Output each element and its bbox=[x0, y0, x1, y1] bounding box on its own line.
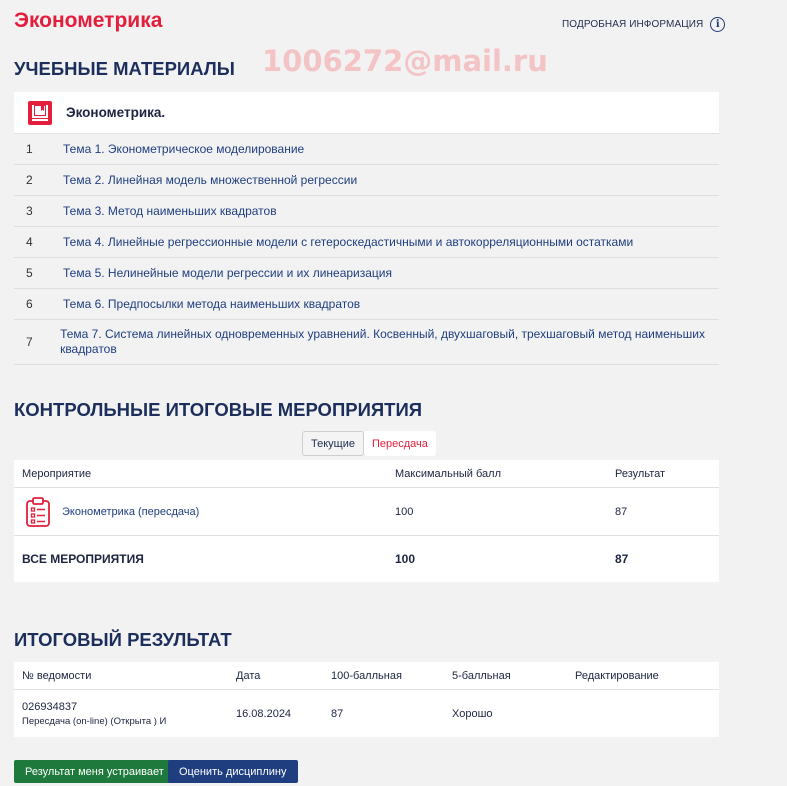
course-name: Эконометрика. bbox=[66, 105, 166, 120]
topic-number: 6 bbox=[26, 297, 33, 311]
result-date: 16.08.2024 bbox=[236, 707, 292, 720]
events-table-header bbox=[14, 460, 719, 488]
event-max-score: 100 bbox=[395, 505, 414, 518]
topic-row bbox=[14, 196, 719, 227]
topic-number: 3 bbox=[26, 204, 33, 218]
topic-number: 4 bbox=[26, 235, 33, 249]
total-label: ВСЕ МЕРОПРИЯТИЯ bbox=[22, 552, 144, 566]
tab-current[interactable]: Текущие bbox=[302, 431, 364, 456]
sheet-number: 026934837 bbox=[22, 700, 78, 713]
topic-number: 5 bbox=[26, 266, 33, 280]
info-icon[interactable]: i bbox=[710, 17, 725, 32]
column-result: Результат bbox=[615, 467, 666, 480]
topic-link[interactable]: Тема 6. Предпосылки метода наименьших квадратов bbox=[63, 296, 361, 311]
topic-number: 1 bbox=[26, 142, 33, 156]
event-link[interactable]: Эконометрика (пересдача) bbox=[62, 505, 200, 518]
event-result: 87 bbox=[615, 505, 628, 518]
materials-header bbox=[14, 92, 719, 134]
accept-result-button[interactable]: Результат меня устраивает bbox=[14, 760, 175, 783]
watermark-email: 1006272@mail.ru bbox=[262, 44, 548, 78]
sheet-cell bbox=[14, 701, 236, 727]
events-total-row bbox=[14, 536, 719, 582]
topic-link[interactable]: Тема 1. Эконометрическое моделирование bbox=[63, 141, 305, 156]
topic-number: 7 bbox=[26, 335, 33, 349]
topic-link[interactable]: Тема 2. Линейная модель множественной регрессии bbox=[63, 172, 358, 187]
topic-link[interactable]: Тема 4. Линейные регрессионные модели с гетероскедастичными и автокорреляционными остатками bbox=[63, 234, 634, 249]
materials-list bbox=[14, 92, 719, 365]
info-link-label[interactable]: ПОДРОБНАЯ ИНФОРМАЦИЯ bbox=[562, 19, 704, 30]
clipboard-icon bbox=[24, 496, 52, 528]
rate-discipline-button[interactable]: Оценить дисциплину bbox=[168, 760, 298, 783]
column-event: Мероприятие bbox=[22, 467, 92, 480]
event-cell bbox=[14, 496, 395, 528]
table-row bbox=[14, 488, 719, 536]
column-score100: 100-балльная bbox=[331, 669, 402, 682]
final-table-header bbox=[14, 662, 719, 690]
table-row bbox=[14, 690, 719, 737]
sheet-description: Пересдача (on-line) (Открыта ) И bbox=[22, 715, 167, 727]
events-section-title: КОНТРОЛЬНЫЕ ИТОГОВЫЕ МЕРОПРИЯТИЯ bbox=[14, 399, 423, 420]
final-result-table bbox=[14, 662, 719, 737]
column-score5: 5-балльная bbox=[452, 669, 511, 682]
events-table bbox=[14, 460, 719, 582]
events-tabs bbox=[302, 431, 436, 456]
column-date: Дата bbox=[236, 669, 261, 682]
result-score5: Хорошо bbox=[452, 707, 493, 720]
topic-row bbox=[14, 134, 719, 165]
topic-row bbox=[14, 258, 719, 289]
column-max-score: Максимальный балл bbox=[395, 467, 501, 480]
tab-retake[interactable]: Пересдача bbox=[364, 431, 436, 456]
column-sheet: № ведомости bbox=[22, 669, 92, 682]
detailed-info-link[interactable] bbox=[562, 17, 725, 32]
topic-row bbox=[14, 227, 719, 258]
topic-row bbox=[14, 320, 719, 365]
materials-section-title: УЧЕБНЫЕ МАТЕРИАЛЫ bbox=[14, 58, 235, 79]
topic-link[interactable]: Тема 5. Нелинейные модели регрессии и их линеаризация bbox=[63, 265, 393, 280]
column-edit: Редактирование bbox=[575, 669, 659, 682]
book-icon bbox=[27, 100, 53, 126]
topic-link[interactable]: Тема 3. Метод наименьших квадратов bbox=[63, 203, 277, 218]
final-section-title: ИТОГОВЫЙ РЕЗУЛЬТАТ bbox=[14, 629, 232, 650]
topic-row bbox=[14, 165, 719, 196]
total-result: 87 bbox=[615, 552, 629, 566]
total-max-score: 100 bbox=[395, 552, 416, 566]
page-title: Эконометрика bbox=[14, 9, 163, 32]
topic-number: 2 bbox=[26, 173, 33, 187]
result-score100: 87 bbox=[331, 707, 344, 720]
topic-link[interactable]: Тема 7. Система линейных одновременных уравнений. Косвенный, двухшаговый, трехшаговый метод наименьших квадратов bbox=[60, 327, 705, 356]
topic-row bbox=[14, 289, 719, 320]
